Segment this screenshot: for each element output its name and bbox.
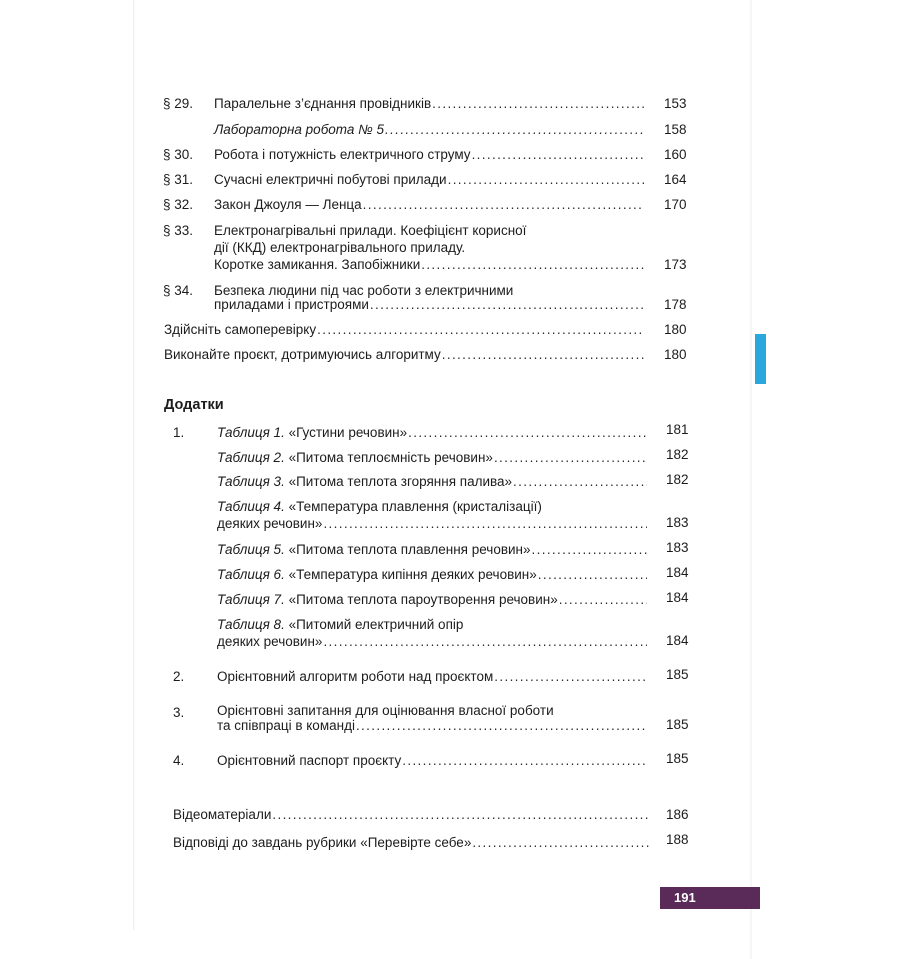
leader-dots [272, 806, 649, 824]
toc-entry-title: Відеоматеріали [173, 807, 272, 822]
page-number-badge [660, 887, 760, 909]
table-title: «Температура кипіння деяких речовин» [288, 567, 537, 582]
toc-entry-title: Сучасні електричні побутові прилади [214, 172, 447, 187]
appendix-number-1: 1. [173, 425, 185, 440]
leader-dots [356, 717, 647, 735]
table-title: деяких речовин» [217, 634, 323, 649]
table-label: Таблиця 3. [217, 474, 285, 489]
page-edge [750, 0, 752, 959]
leader-dots [559, 591, 647, 609]
table-title: «Густини речовин» [288, 425, 408, 440]
table-label: Таблиця 2. [217, 450, 285, 465]
toc-entry-line [217, 424, 649, 442]
toc-entry-title: Виконайте проєкт, дотримуючись алгоритму [164, 347, 441, 362]
table-title: «Питома теплота плавлення речовин» [288, 542, 531, 557]
toc-entry-page: 184 [666, 590, 689, 605]
toc-entry-page: 188 [666, 832, 689, 847]
toc-entry-line [214, 196, 646, 214]
toc-entry-title: Відповіді до завдань рубрики «Перевірте себе» [173, 835, 472, 850]
toc-entry-title: Робота і потужність електричного струму [214, 147, 471, 162]
toc-entry-line [217, 591, 649, 609]
toc-entry-line [217, 668, 649, 686]
leader-dots [323, 515, 647, 533]
toc-entry-title: Коротке замикання. Запобіжники [214, 257, 421, 272]
leader-dots [538, 566, 647, 584]
table-label: Таблиця 7. [217, 592, 285, 607]
appendix-number: 2. [173, 669, 185, 684]
toc-entry-title-line: Електронагрівальні прилади. Коефіцієнт корисної [214, 223, 527, 238]
toc-entry-page: 186 [666, 807, 689, 822]
leader-dots [323, 633, 647, 651]
table-title: «Питома теплоємність речовин» [288, 450, 493, 465]
toc-entry-page: 182 [666, 447, 689, 462]
leader-dots [421, 256, 644, 274]
leader-dots [370, 296, 644, 314]
leader-dots [385, 121, 644, 139]
toc-entry-line [214, 95, 646, 113]
toc-entry-number: § 30. [163, 147, 194, 162]
toc-entry-page: 183 [666, 540, 689, 555]
toc-entry-page: 184 [666, 565, 689, 580]
toc-entry-line [217, 752, 649, 770]
leader-dots [494, 449, 647, 467]
toc-entry-page: 153 [664, 96, 687, 111]
toc-entry-page: 184 [666, 633, 689, 648]
leader-dots [317, 321, 644, 339]
toc-entry-title: Паралельне з’єднання провідників [214, 96, 432, 111]
toc-entry-line [217, 717, 649, 735]
leader-dots [448, 171, 644, 189]
toc-entry-page: 160 [664, 147, 687, 162]
table-title: деяких речовин» [217, 516, 323, 531]
toc-entry-title: Закон Джоуля — Ленца [214, 197, 362, 212]
toc-entry-title: Лабораторна робота № 5 [214, 122, 385, 137]
toc-entry-line [173, 834, 651, 852]
toc-entry-line [214, 296, 646, 314]
toc-entry-line [164, 321, 646, 339]
toc-entry-page: 182 [666, 472, 689, 487]
toc-entry-page: 183 [666, 515, 689, 530]
table-first-line [217, 616, 463, 634]
table-title: «Питома теплота згоряння палива» [288, 474, 513, 489]
toc-entry-page: 180 [664, 322, 687, 337]
toc-entry-line [164, 346, 646, 364]
toc-entry-line [217, 449, 649, 467]
toc-entry-title: Здійсніть самоперевірку [164, 322, 317, 337]
toc-entry-page: 185 [666, 751, 689, 766]
toc-entry-number: § 32. [163, 197, 194, 212]
appendix-title-start: Орієнтовні запитання для оцінювання власної роботи [217, 703, 554, 718]
appendix-number: 3. [173, 705, 185, 720]
table-label: Таблиця 6. [217, 567, 285, 582]
leader-dots [432, 95, 644, 113]
table-title-start: «Температура плавлення (кристалізації) [288, 499, 542, 514]
leader-dots [513, 473, 647, 491]
toc-entry-line [217, 473, 649, 491]
page-number: 191 [674, 890, 696, 905]
toc-entry-number: § 34. [163, 283, 194, 298]
toc-entry-title-line: дії (ККД) електронагрівального приладу. [214, 240, 466, 255]
table-title-start: «Питомий електричний опір [288, 617, 464, 632]
bookmark-tab [755, 334, 766, 384]
toc-entry-line [217, 541, 649, 559]
appendix-title: Орієнтовний алгоритм роботи над проєктом [217, 669, 494, 684]
toc-entry-line [173, 806, 651, 824]
appendix-title: Орієнтовний паспорт проєкту [217, 753, 402, 768]
toc-entry-line [214, 121, 646, 139]
toc-entry-title-line: Безпека людини під час роботи з електричними [214, 283, 514, 298]
leader-dots [494, 668, 647, 686]
leader-dots [532, 541, 647, 559]
table-title: «Питома теплота пароутворення речовин» [288, 592, 558, 607]
leader-dots [472, 146, 644, 164]
toc-entry-page: 170 [664, 197, 687, 212]
table-first-line [217, 498, 542, 516]
leader-dots [408, 424, 647, 442]
toc-entry-page: 181 [666, 422, 689, 437]
table-label: Таблиця 5. [217, 542, 285, 557]
table-label: Таблиця 8. [217, 617, 285, 632]
table-label: Таблиця 4. [217, 499, 285, 514]
toc-entry-number: § 29. [163, 96, 194, 111]
toc-entry-page: 164 [664, 172, 687, 187]
toc-entry-number: § 33. [163, 223, 194, 238]
leader-dots [442, 346, 644, 364]
toc-entry-line [217, 515, 649, 533]
page-gutter-shadow [133, 0, 135, 930]
toc-entry-page: 185 [666, 717, 689, 732]
toc-entry-page: 185 [666, 667, 689, 682]
leader-dots [472, 834, 649, 852]
toc-entry-line [214, 256, 646, 274]
leader-dots [363, 196, 644, 214]
table-label: Таблиця 1. [217, 425, 285, 440]
toc-entry-page: 180 [664, 347, 687, 362]
toc-entry-line [214, 146, 646, 164]
appendix-heading: Додатки [164, 397, 224, 413]
toc-entry-number: § 31. [163, 172, 194, 187]
toc-entry-line [217, 566, 649, 584]
toc-entry-line [217, 633, 649, 651]
appendix-title: та співпраці в команді [217, 718, 355, 733]
toc-entry-page: 178 [664, 297, 687, 312]
toc-entry-page: 173 [664, 257, 687, 272]
toc-entry-line [214, 171, 646, 189]
leader-dots [402, 752, 647, 770]
appendix-number: 4. [173, 753, 185, 768]
toc-entry-page: 158 [664, 122, 687, 137]
toc-entry-title: приладами і пристроями [214, 297, 369, 312]
